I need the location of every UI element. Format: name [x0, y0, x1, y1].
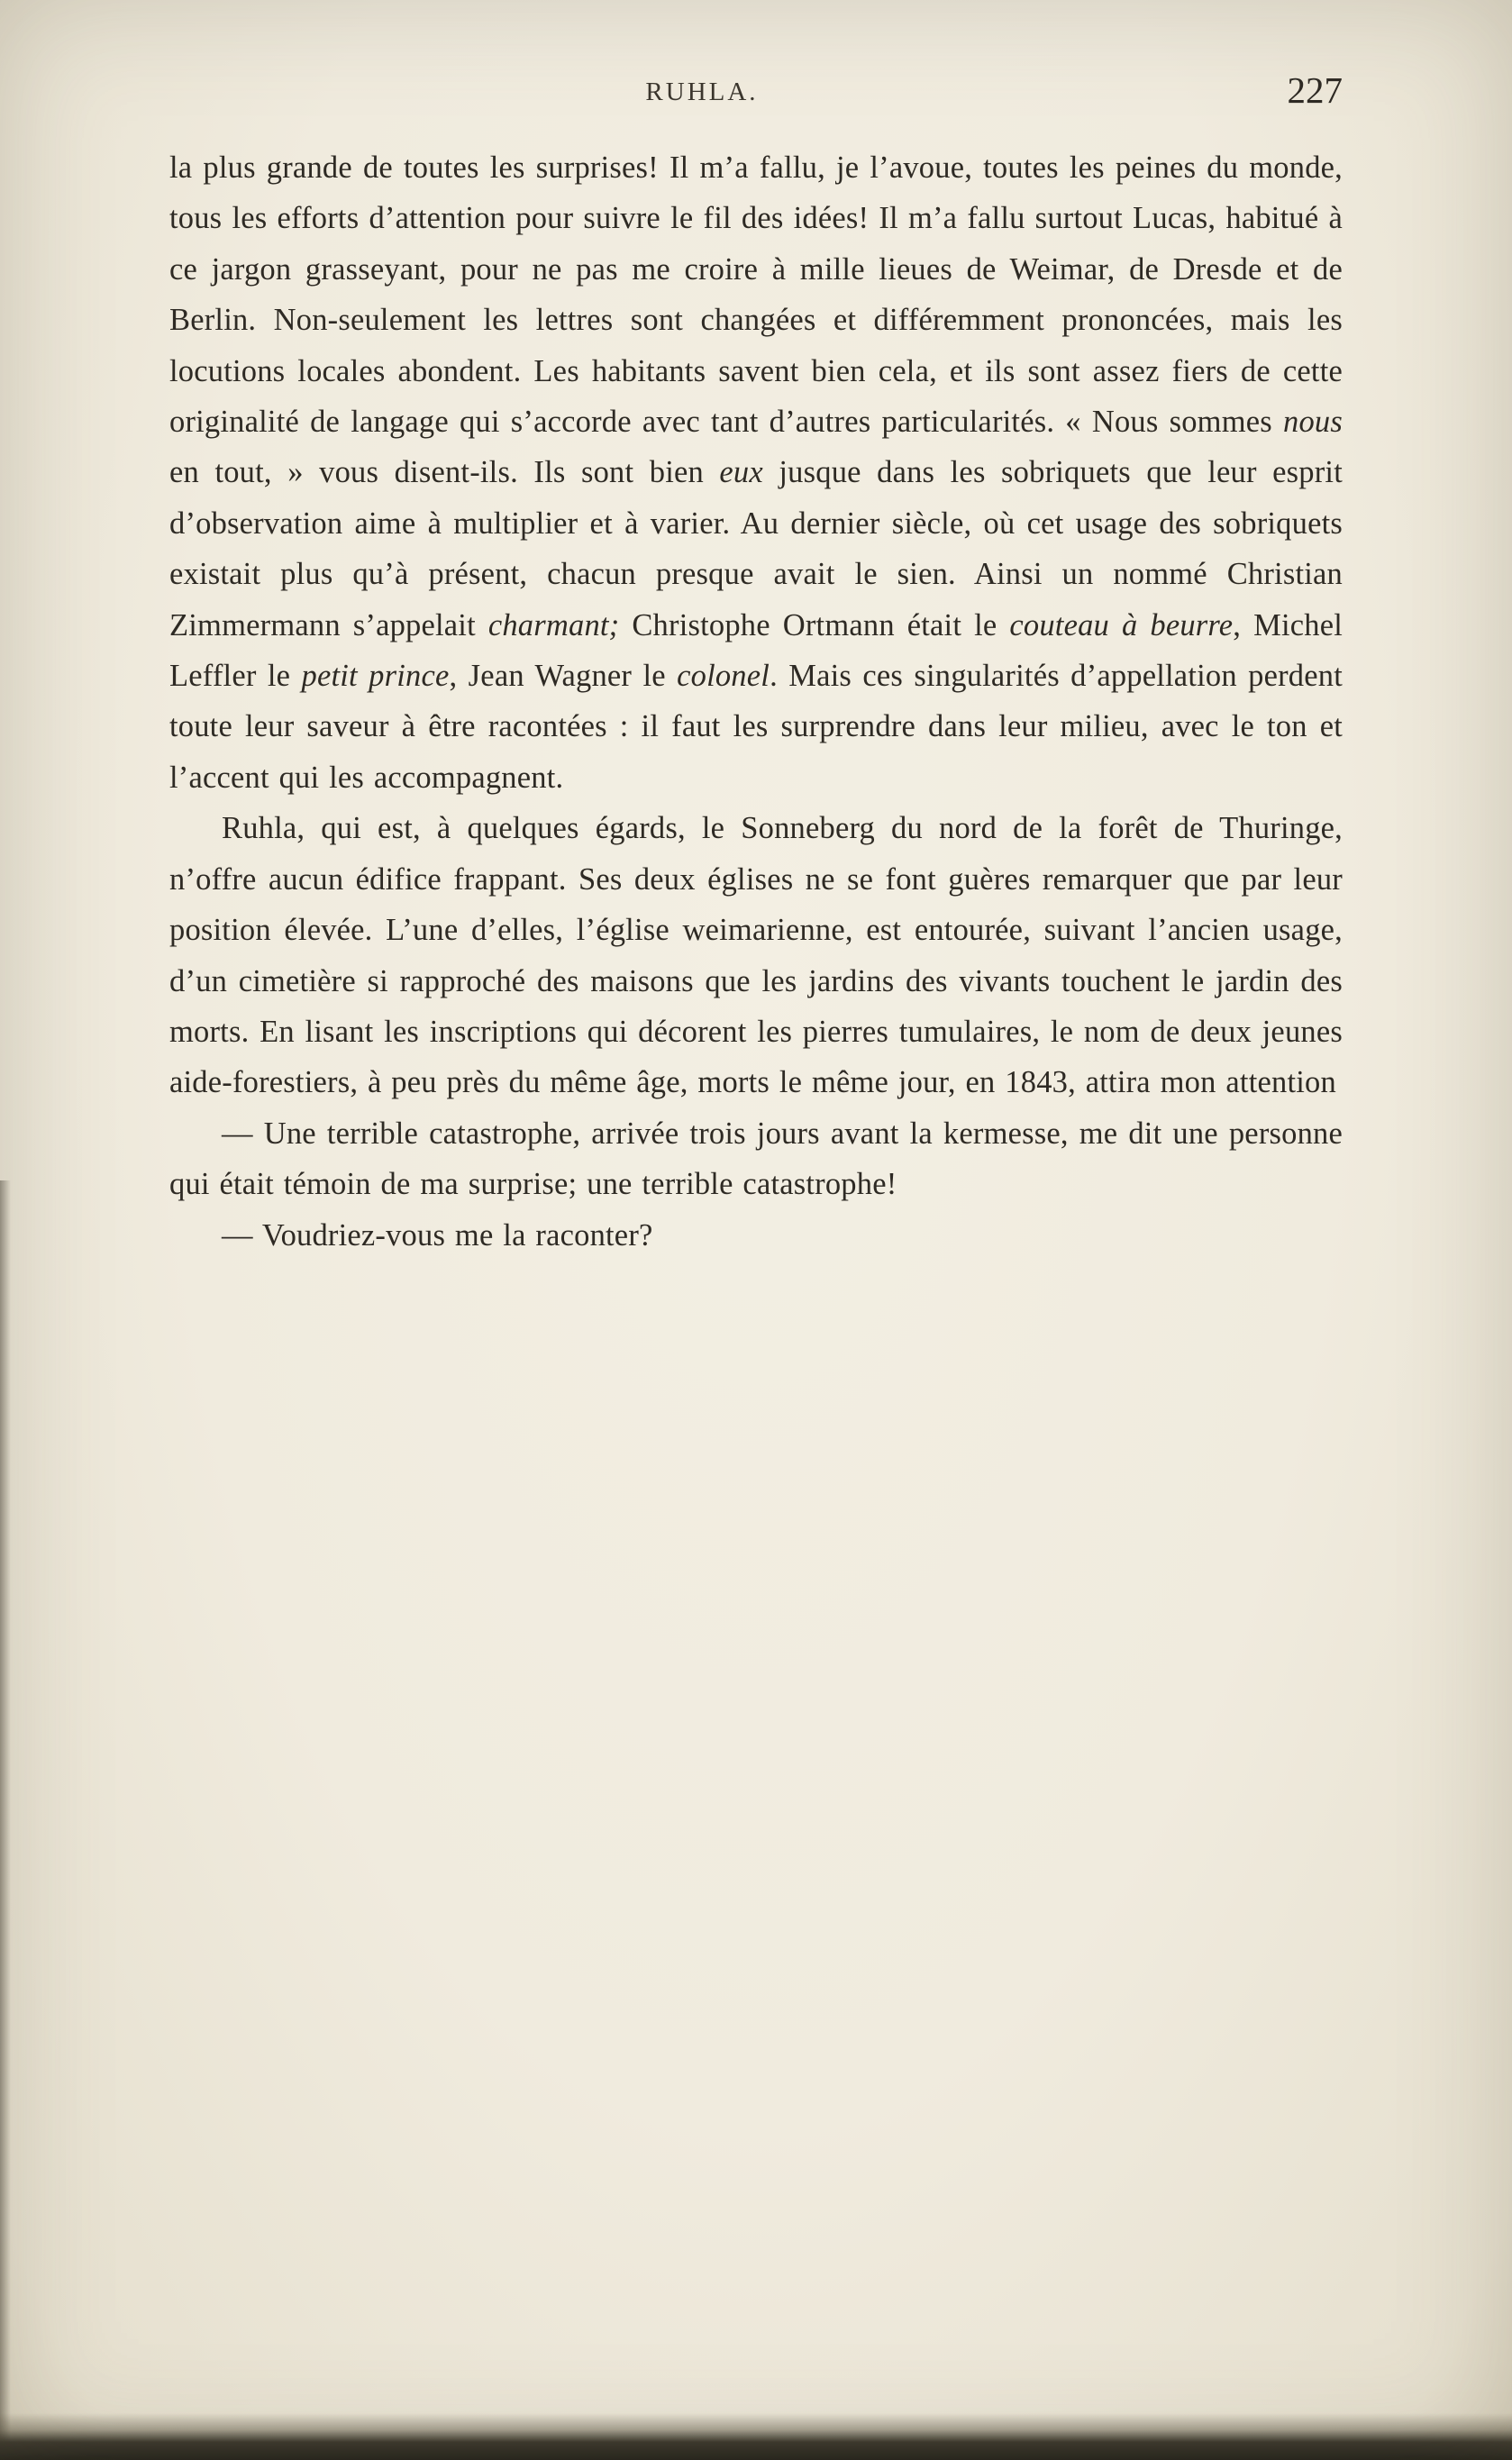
text-segment: Ruhla, qui est, à quelques égards, le Sonneberg du nord de la forêt de Thuringe, n’offre aucun édifice frappant. Ses deux églises ne se font guères remarquer que par leur position élevée. L’une d’elles, l’église weimarienne, est entourée, suivant l’ancien usage, d’un cimetière si rapproché des maisons que les jardins des vivants touchent le jardin des morts. En lisant les inscriptions qui décorent les pierres tumulaires, le nom de deux jeunes aide-forestiers, à peu près du même âge, morts le même jour, en 1843, attira mon attention	[169, 811, 1343, 1100]
text-segment: la plus grande de toutes les surprises! Il m’a fallu, je l’avoue, toutes les peines du monde, tous les efforts d’attention pour suivre le fil des idées! Il m’a fallu surtout Lucas, habitué à ce jargon grasseyant, pour ne pas me croire à mille lieues de Weimar, de Dresde et de Berlin. Non-seulement les lettres sont changées et différemment prononcées, mais les locutions locales abondent. Les habitants savent bien cela, et ils sont assez fiers de cette originalité de langage qui s’accorde avec tant d’autres particularités. « Nous sommes	[169, 150, 1343, 440]
italic-text: eux	[719, 455, 763, 490]
running-head	[169, 69, 1343, 124]
text-segment: — Voudriez-vous me la raconter?	[222, 1217, 653, 1253]
italic-text: couteau à beurre	[1009, 607, 1234, 642]
text-segment: . Mais ces singularités d’appellation perdent toute leur saveur à être racontées : il faut les surprendre dans leur milieu, avec le ton et l’accent qui les accompagnent.	[169, 659, 1343, 795]
scan-edge-bottom-shadow	[0, 2413, 1512, 2460]
paragraph	[169, 1108, 1343, 1210]
running-title: RUHLA.	[645, 77, 759, 106]
text-segment: Christophe Ortmann était le	[619, 607, 1010, 642]
text-block	[169, 69, 1343, 1261]
body-text	[169, 142, 1343, 1261]
italic-text: colonel	[677, 659, 770, 694]
text-segment: , Jean Wagner le	[449, 659, 678, 694]
text-segment: jusque dans les sobriquets que leur esprit d’observation aime à multiplier et à varier. Au dernier siècle, où cet usage des sobriquets existait plus qu’à présent, chacun presque avait le sien. Ainsi un nommé Christian Zimmermann s’appelait	[169, 455, 1343, 642]
italic-text: charmant;	[487, 607, 620, 642]
page-number: 227	[1287, 69, 1343, 111]
italic-text: petit prince	[301, 659, 450, 694]
paragraph	[169, 803, 1343, 1107]
italic-text: nous	[1283, 405, 1343, 440]
scan-edge-left-shadow	[0, 1180, 11, 2460]
text-segment: en tout, » vous disent-ils. Ils sont bien	[169, 455, 720, 490]
text-segment: , Michel Leffler le	[169, 607, 1343, 694]
paragraph	[169, 142, 1343, 803]
paragraph	[169, 1210, 1343, 1261]
text-segment: — Une terrible catastrophe, arrivée trois jours avant la kermesse, me dit une personne qui était témoin de ma surprise; une terrible catastrophe!	[169, 1116, 1343, 1202]
